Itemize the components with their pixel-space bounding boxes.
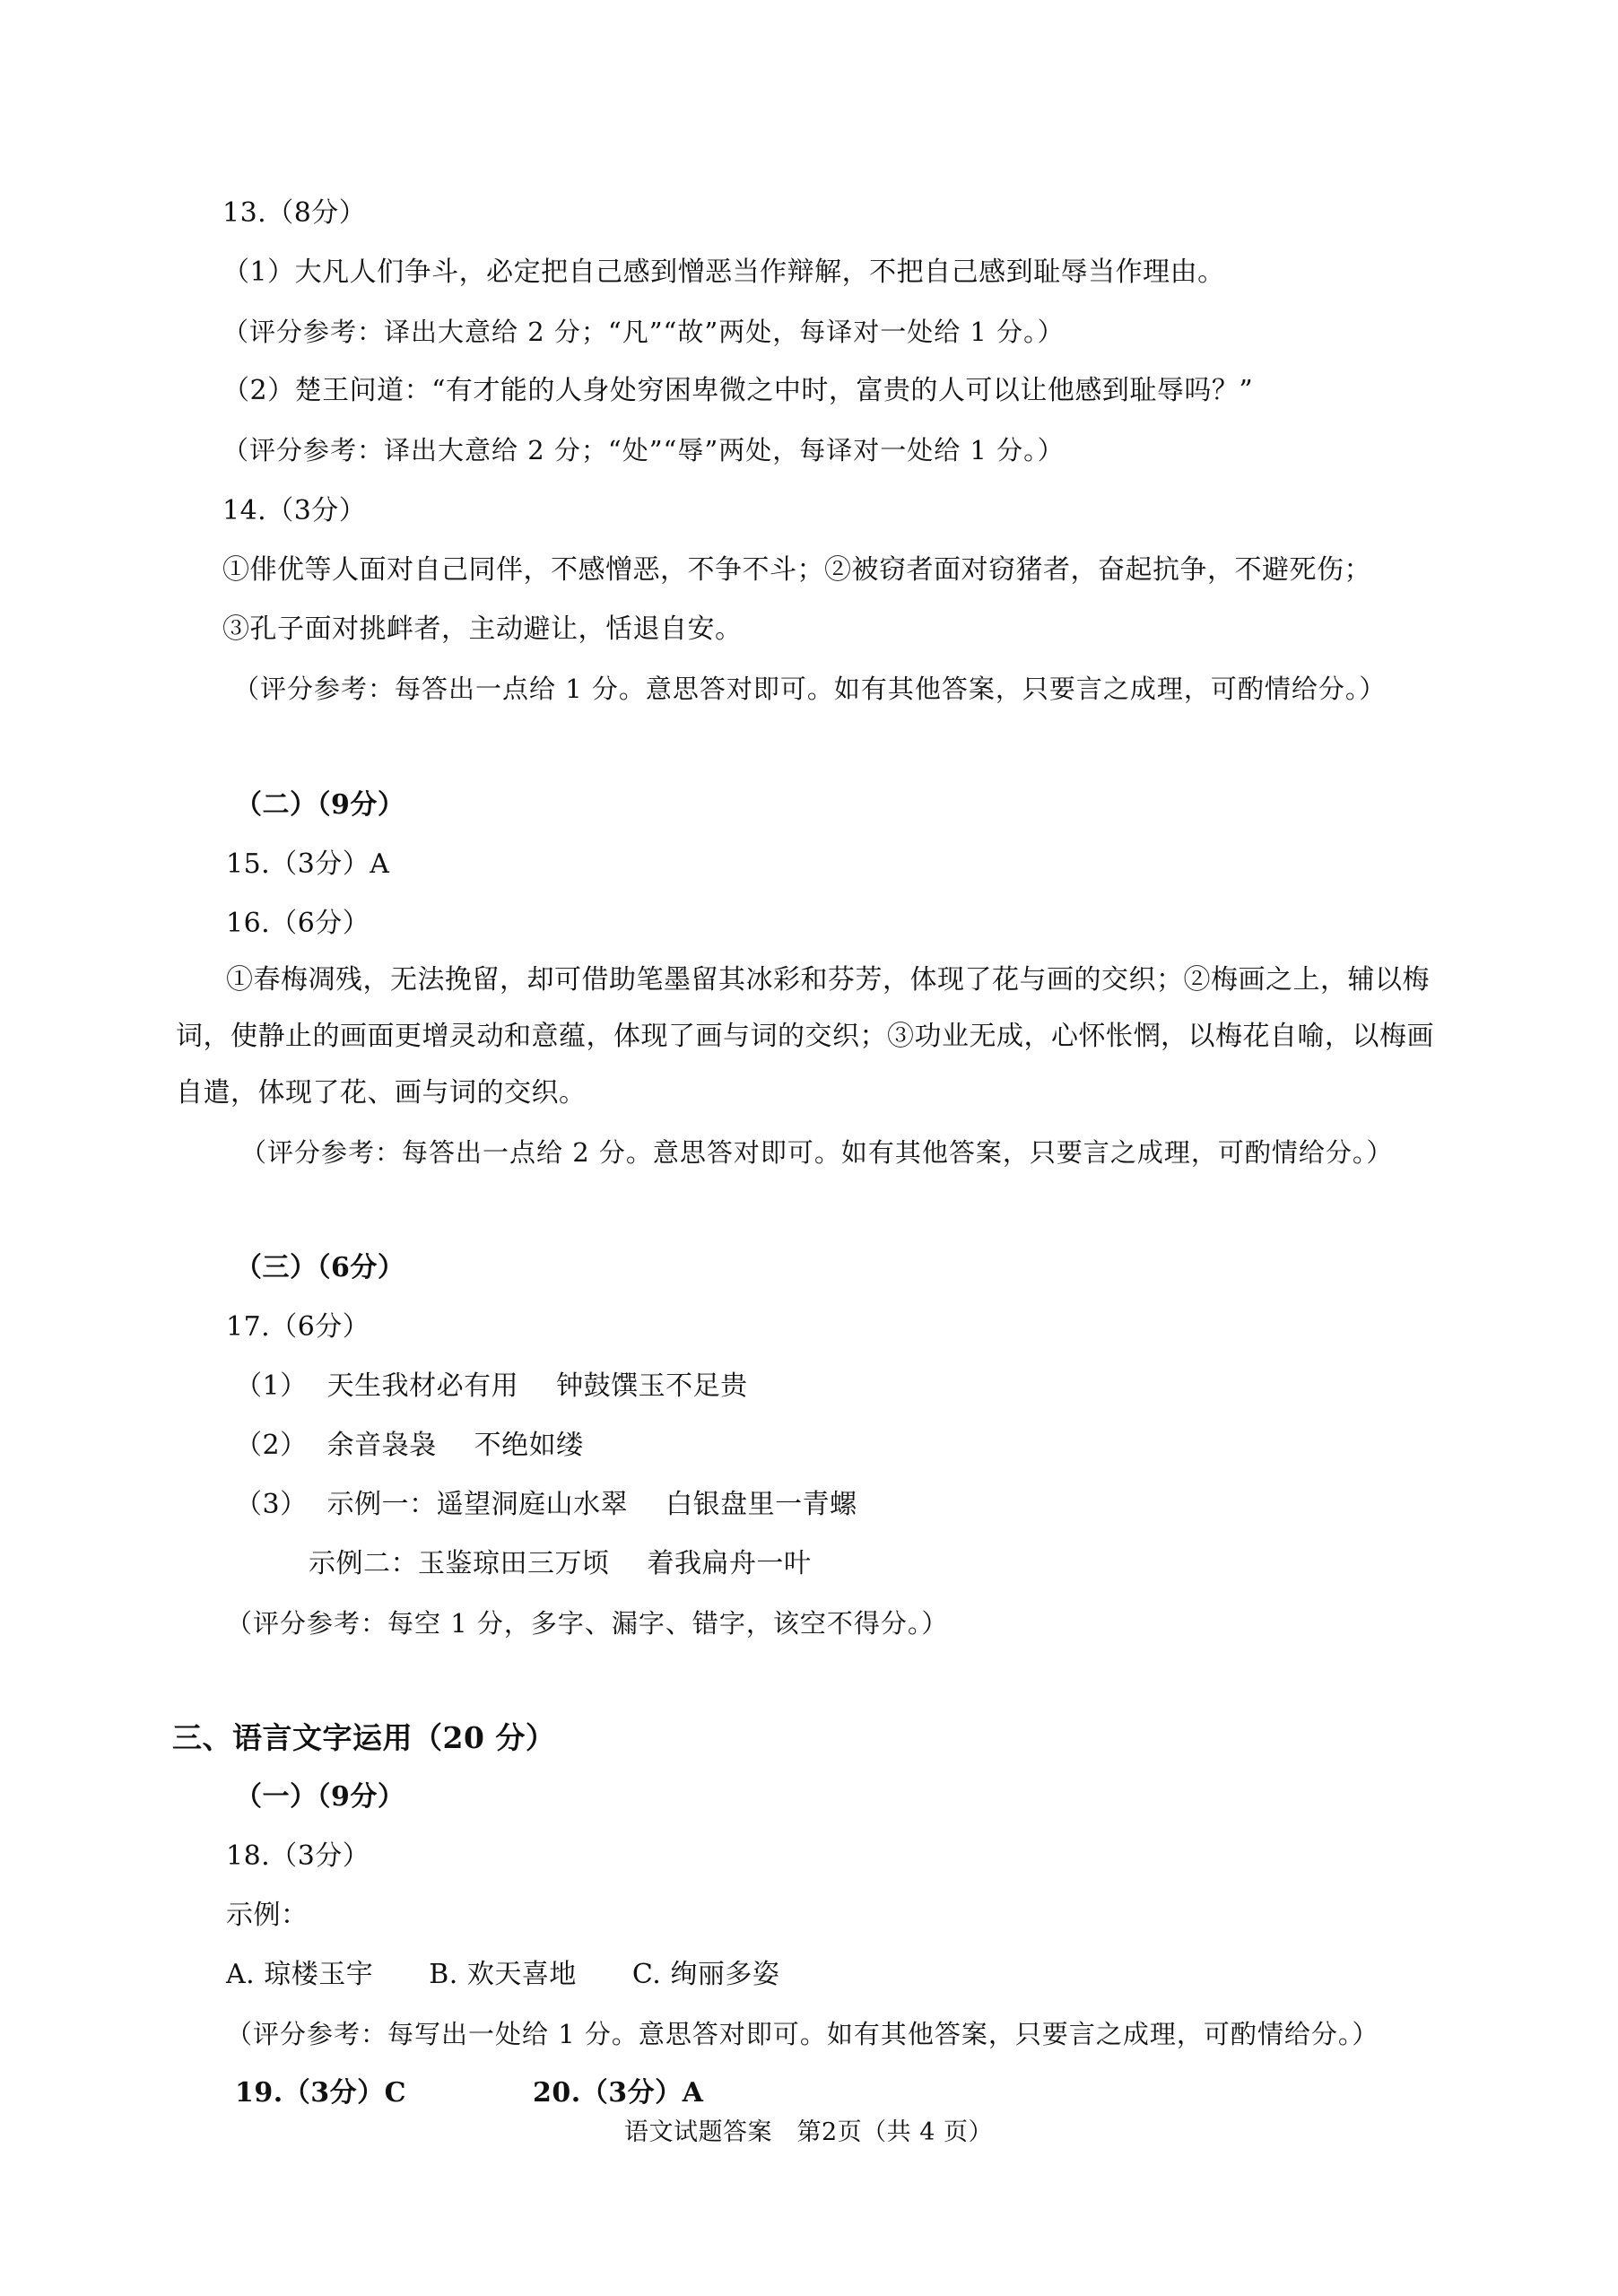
q19-answer: 19.（3分）C (235, 2077, 406, 2109)
q17-row-4 (309, 1546, 812, 1582)
q14-header: 14.（3分） (222, 495, 367, 526)
part-3-header: （三）（6分） (235, 1252, 405, 1283)
section-3-part-1-header: （一）（9分） (235, 1781, 405, 1813)
q18-option-a: A. 琼楼玉宇 (226, 1959, 374, 1990)
q13-answer-2: （2）楚王问道：“有才能的人身处穷困卑微之中时，富贵的人可以让他感到耻辱吗？” (222, 375, 1254, 406)
q17-row-1-answer-b: 钟鼓馔玉不足贵 (556, 1370, 748, 1402)
q17-row-1-number: （1） (235, 1370, 308, 1402)
q17-scoring-note: （评分参考：每空 1 分，多字、漏字、错字，该空不得分。） (226, 1608, 949, 1639)
q15-answer: 15.（3分）A (226, 848, 390, 880)
q17-row-2-answer-b: 不绝如缕 (474, 1430, 584, 1461)
q18-option-b: B. 欢天喜地 (429, 1959, 577, 1990)
q17-row-3 (235, 1487, 857, 1523)
q14-answer-line-2: ③孔子面对挑衅者，主动避让，恬退自安。 (222, 613, 743, 645)
q17-row-1 (235, 1369, 748, 1405)
q13-answer-1: （1）大凡人们争斗，必定把自己感到憎恶当作辩解，不把自己感到耻辱当作理由。 (222, 257, 1225, 288)
q16-header: 16.（6分） (226, 908, 370, 939)
q16-answer-line-1: ①春梅凋残，无法挽留，却可借助笔墨留其冰彩和芬芳，体现了花与画的交织；②梅画之上，辅以梅 (226, 964, 1430, 996)
q20-answer: 20.（3分）A (533, 2077, 704, 2109)
q13-answer-2-scoring-note: （评分参考：译出大意给 2 分；“处”“辱”两处，每译对一处给 1 分。） (222, 435, 1065, 465)
q17-row-4-answer-b: 着我扁舟一叶 (647, 1548, 812, 1579)
q17-row-2 (235, 1428, 584, 1464)
page-footer: 语文试题答案 第2页（共 4 页） (624, 2118, 994, 2146)
q16-answer-line-3: 自遣，体现了花、画与词的交织。 (176, 1077, 587, 1109)
part-2-header: （二）（9分） (235, 789, 405, 821)
q17-row-2-number: （2） (235, 1430, 308, 1461)
q16-answer-line-2: 词，使静止的画面更增灵动和意蕴，体现了画与词的交织；③功业无成，心怀怅惘，以梅花自喻，以梅画 (176, 1021, 1434, 1052)
q17-row-1-answer-a: 天生我材必有用 (326, 1370, 519, 1402)
q18-example-label: 示例： (226, 1900, 309, 1931)
q17-row-3-answer-a: 示例一：遥望洞庭山水翠 (326, 1489, 629, 1520)
q14-scoring-note: （评分参考：每答出一点给 1 分。意思答对即可。如有其他答案，只要言之成理，可酌情给分。） (233, 674, 1387, 704)
q18-option-c: C. 绚丽多姿 (631, 1959, 780, 1990)
section-3-title: 三、语言文字运用（20 分） (172, 1720, 556, 1755)
q18-scoring-note: （评分参考：每写出一处给 1 分。意思答对即可。如有其他答案，只要言之成理，可酌情给分。） (226, 2019, 1379, 2049)
q17-row-2-answer-a: 余音袅袅 (326, 1430, 437, 1461)
q18-options (226, 1957, 779, 1993)
q13-header: 13.（8分） (222, 197, 367, 229)
q14-answer-line-1: ①俳优等人面对自己同伴，不感憎恶，不争不斗；②被窃者面对窃猪者，奋起抗争，不避死伤； (222, 554, 1371, 586)
q17-row-4-answer-a: 示例二：玉鉴琼田三万顷 (309, 1548, 610, 1579)
q18-header: 18.（3分） (226, 1840, 370, 1872)
q13-answer-1-scoring-note: （评分参考：译出大意给 2 分；“凡”“故”两处，每译对一处给 1 分。） (222, 317, 1065, 347)
q17-header: 17.（6分） (226, 1311, 370, 1343)
q16-scoring-note: （评分参考：每答出一点给 2 分。意思答对即可。如有其他答案，只要言之成理，可酌情给分。） (240, 1137, 1394, 1168)
q17-row-3-number: （3） (235, 1489, 308, 1520)
q17-row-3-answer-b: 白银盘里一青螺 (665, 1489, 857, 1520)
